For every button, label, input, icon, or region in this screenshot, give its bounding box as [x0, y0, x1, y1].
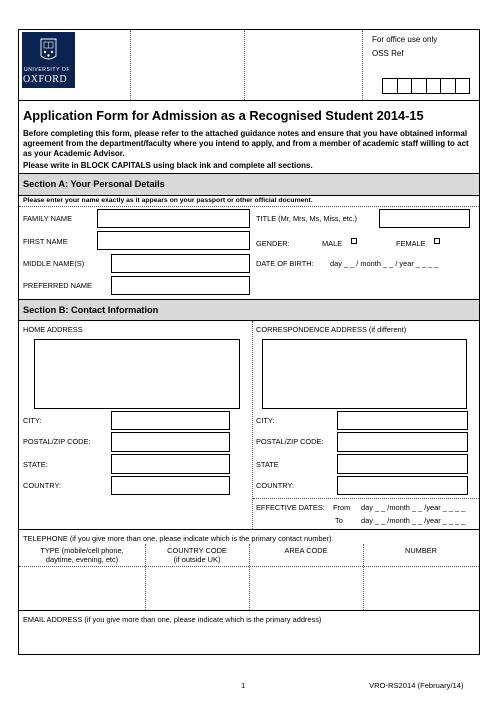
from-date-format: day _ _ /month _ _ /year _ _ _ _ [361, 503, 466, 512]
email-entry-area[interactable] [19, 627, 479, 654]
first-name-field[interactable] [97, 231, 250, 250]
header-divider [244, 30, 245, 100]
correspondence-address-field[interactable] [262, 339, 467, 409]
tel-col-type-line1: TYPE (mobile/cell phone, [40, 546, 124, 555]
correspondence-address-label: CORRESPONDENCE ADDRESS (if different) [256, 325, 407, 334]
name-note: Please enter your name exactly as it appears on your passport or other official document. [23, 197, 313, 204]
female-label: FEMALE [396, 239, 426, 248]
home-address-field[interactable] [34, 339, 240, 409]
tel-col-country-line2: (if outside UK) [173, 555, 221, 564]
intro-text: Before completing this form, please refer to the attached guidance notes and ensure that you have obtained informal agreement from the department/faculty where you intend to apply, and from a member of academic staff willing to act as your Academic Advisor. [23, 129, 469, 158]
telephone-entry-area[interactable] [19, 567, 479, 610]
family-name-label: FAMILY NAME [23, 214, 73, 223]
logo-line-2: OXFORD [23, 74, 68, 85]
effective-dates-label: EFFECTIVE DATES: [256, 503, 325, 512]
country-field-right[interactable] [337, 476, 468, 495]
form-title: Application Form for Admission as a Recognised Student 2014-15 [23, 108, 424, 123]
tel-header-area-code [250, 546, 362, 555]
family-name-field[interactable] [97, 209, 250, 228]
tel-col-area-line1: AREA CODE [284, 546, 328, 555]
title-label: TITLE (Mr, Mrs, Ms, Miss, etc.) [256, 214, 358, 223]
section-rule [18, 195, 480, 196]
middle-names-field[interactable] [111, 254, 250, 273]
postal-field-right[interactable] [337, 432, 468, 452]
home-address-label: HOME ADDRESS [23, 325, 83, 334]
gender-label: GENDER: [256, 239, 290, 248]
city-field-left[interactable] [111, 411, 230, 430]
dob-label: DATE OF BIRTH: [256, 259, 314, 268]
title-field[interactable] [379, 209, 470, 228]
tel-header-number [364, 546, 478, 555]
tel-col-country-line1: COUNTRY CODE [167, 546, 227, 555]
country-label-left: COUNTRY: [23, 481, 62, 490]
tel-col-type-line2: daytime, evening, etc) [45, 555, 119, 564]
oss-ref-label: OSS Ref [372, 49, 404, 58]
header-divider [362, 30, 363, 100]
middle-names-label: MIDDLE NAME(S) [23, 259, 85, 268]
city-field-right[interactable] [337, 411, 468, 430]
logo-line-1: UNIVERSITY OF [24, 67, 71, 73]
tel-col-number-line1: NUMBER [404, 546, 438, 555]
tel-header-country-code [146, 546, 248, 564]
instruction-text: Please write in BLOCK CAPITALS using black ink and complete all sections. [23, 161, 313, 170]
tel-header-type [20, 546, 144, 564]
first-name-label: FIRST NAME [23, 237, 68, 246]
section-rule [18, 610, 480, 611]
postal-field-left[interactable] [111, 432, 230, 452]
female-checkbox[interactable] [434, 238, 440, 244]
state-label-right: STATE [256, 460, 279, 469]
office-use-label: For office use only [372, 35, 438, 44]
postal-label-left: POSTAL/ZIP CODE: [23, 437, 91, 446]
dob-format: day _ _ / month _ _ / year _ _ _ _ [330, 259, 439, 268]
from-label: From [333, 503, 351, 512]
oss-ref-boxes[interactable] [382, 78, 470, 94]
telephone-label: TELEPHONE (if you give more than one, please indicate which is the primary contact number) [23, 534, 332, 543]
male-checkbox[interactable] [351, 238, 357, 244]
state-field-right[interactable] [337, 454, 468, 474]
form-code: VRO-RS2014 (February/14) [369, 681, 464, 690]
section-a-heading: Section A: Your Personal Details [19, 174, 479, 195]
section-rule [18, 320, 480, 321]
dotted-rule [253, 498, 479, 499]
to-label: To [335, 516, 343, 525]
email-label: EMAIL ADDRESS (if you give more than one, please indicate which is the primary address) [23, 615, 322, 624]
preferred-name-label: PREFERRED NAME [23, 281, 92, 290]
postal-label-right: POSTAL/ZIP CODE: [256, 437, 324, 446]
header-rule [18, 100, 480, 101]
city-label-left: CITY: [23, 416, 42, 425]
country-field-left[interactable] [111, 476, 230, 495]
header-divider [130, 30, 131, 100]
state-field-left[interactable] [111, 454, 230, 474]
male-label: MALE [322, 239, 343, 248]
section-rule [18, 529, 480, 530]
section-b-heading: Section B: Contact Information [19, 300, 479, 320]
preferred-name-field[interactable] [111, 276, 250, 295]
state-label-left: STATE: [23, 460, 48, 469]
dotted-rule [19, 206, 479, 207]
to-date-format: day _ _ /month _ _ /year _ _ _ _ [361, 516, 466, 525]
page-number: 1 [241, 681, 246, 690]
city-label-right: CITY: [256, 416, 275, 425]
country-label-right: COUNTRY: [256, 481, 295, 490]
